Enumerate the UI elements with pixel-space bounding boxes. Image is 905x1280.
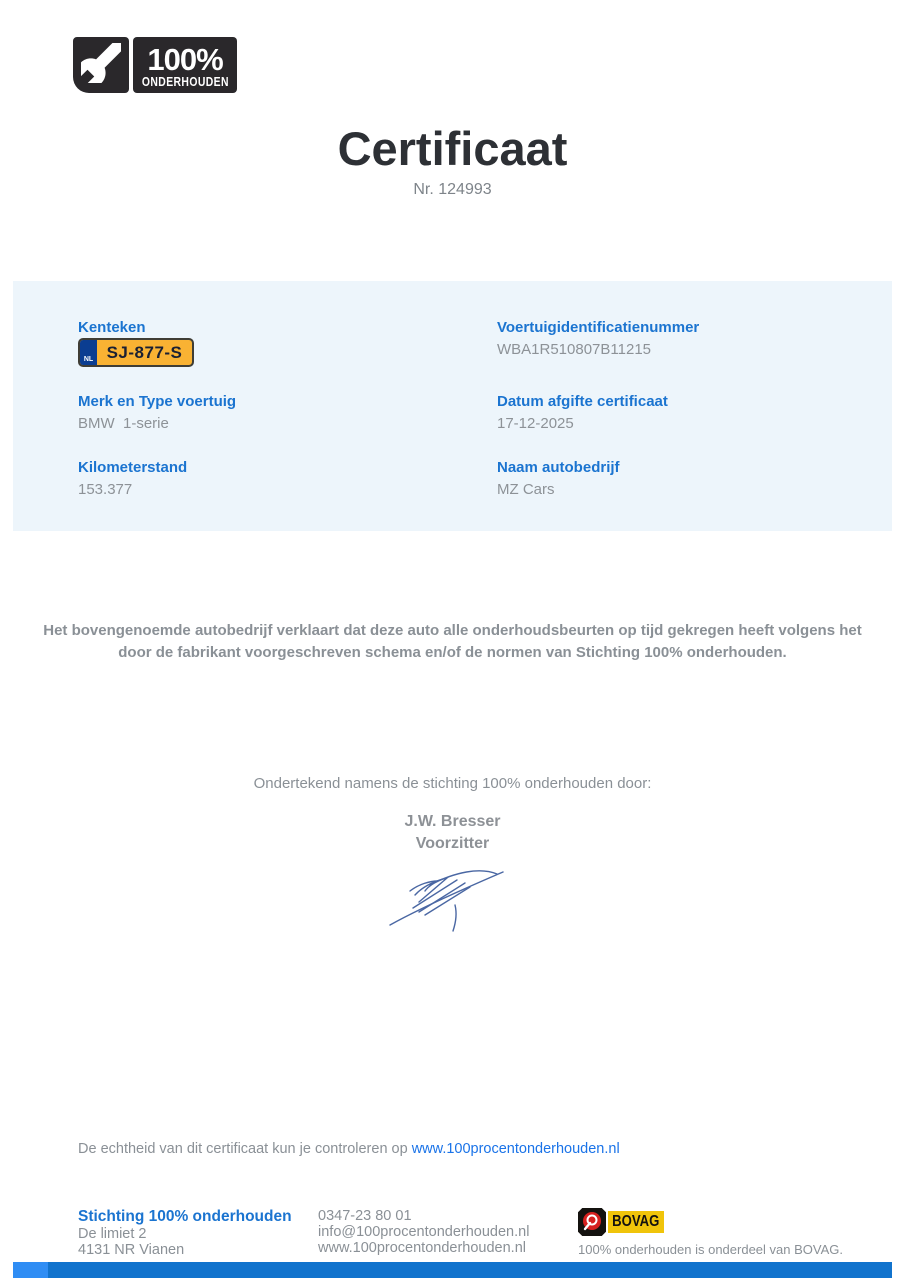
signing-intro: Ondertekend namens de stichting 100% onderhouden door: [253, 775, 652, 792]
autobedrijf-label: Naam autobedrijf [497, 459, 620, 476]
kenteken-label: Kenteken [78, 319, 146, 336]
bovag-wordmark: BOVAG [608, 1211, 664, 1233]
merk-type-label: Merk en Type voertuig [78, 393, 237, 410]
footer-address-line1: De limiet 2 [78, 1226, 147, 1242]
kilometerstand-value: 153.377 [78, 481, 133, 498]
datum-afgifte-value: 17-12-2025 [497, 415, 574, 432]
bovag-aperture-icon [578, 1208, 606, 1241]
declaration-text: Het bovengenoemde autobedrijf verklaart dat deze auto alle onderhoudsbeurten op tijd gekregen heeft volgens het door de fabrikant voorgeschreven schema en/of de normen van Stichting 100% onderhouden. [43, 622, 862, 661]
footer-phone: 0347-23 80 01 [318, 1208, 412, 1224]
footer-accent-bar [13, 1262, 892, 1278]
page-title: Certificaat [337, 122, 568, 175]
verification-link[interactable]: www.100procentonderhouden.nl [411, 1141, 620, 1157]
wrench-icon [81, 43, 121, 88]
bovag-logo [578, 1208, 664, 1241]
footer-org-name: Stichting 100% onderhouden [78, 1208, 292, 1225]
footer-address-line2: 4131 NR Vianen [78, 1242, 185, 1258]
license-plate [78, 338, 194, 367]
signature-scribble [385, 850, 515, 940]
footer-contact [318, 1208, 529, 1256]
datum-afgifte-label: Datum afgifte certificaat [497, 393, 668, 410]
vin-value: WBA1R510807B11215 [497, 341, 651, 358]
logo-onderhouden: ONDERHOUDEN [141, 73, 229, 89]
logo-wrench-block [73, 37, 129, 93]
bovag-caption: 100% onderhouden is onderdeel van BOVAG. [578, 1242, 843, 1257]
plate-number: SJ-877-S [106, 342, 183, 362]
merk-type-value: BMW 1-serie [78, 415, 169, 432]
vin-label: Voertuigidentificatienummer [497, 319, 700, 336]
stichting-100-onderhouden-logo [73, 37, 237, 93]
plate-country-strip: NL [80, 340, 97, 365]
footer-email: info@100procentonderhouden.nl [318, 1224, 530, 1240]
logo-text-block [133, 37, 237, 93]
verification-text: De echtheid van dit certificaat kun je controleren op [78, 1141, 412, 1157]
signer-role: Voorzitter [415, 835, 490, 852]
footer-organisation [78, 1208, 292, 1258]
footer-website: www.100procentonderhouden.nl [318, 1240, 526, 1256]
verification-line [78, 1141, 620, 1157]
autobedrijf-value: MZ Cars [497, 481, 555, 498]
certificate-number: Nr. 124993 [413, 181, 492, 198]
signer-name: J.W. Bresser [404, 813, 501, 830]
vehicle-details-panel [13, 281, 892, 531]
logo-100-percent: 100% [147, 41, 223, 77]
kilometerstand-label: Kilometerstand [78, 459, 188, 476]
